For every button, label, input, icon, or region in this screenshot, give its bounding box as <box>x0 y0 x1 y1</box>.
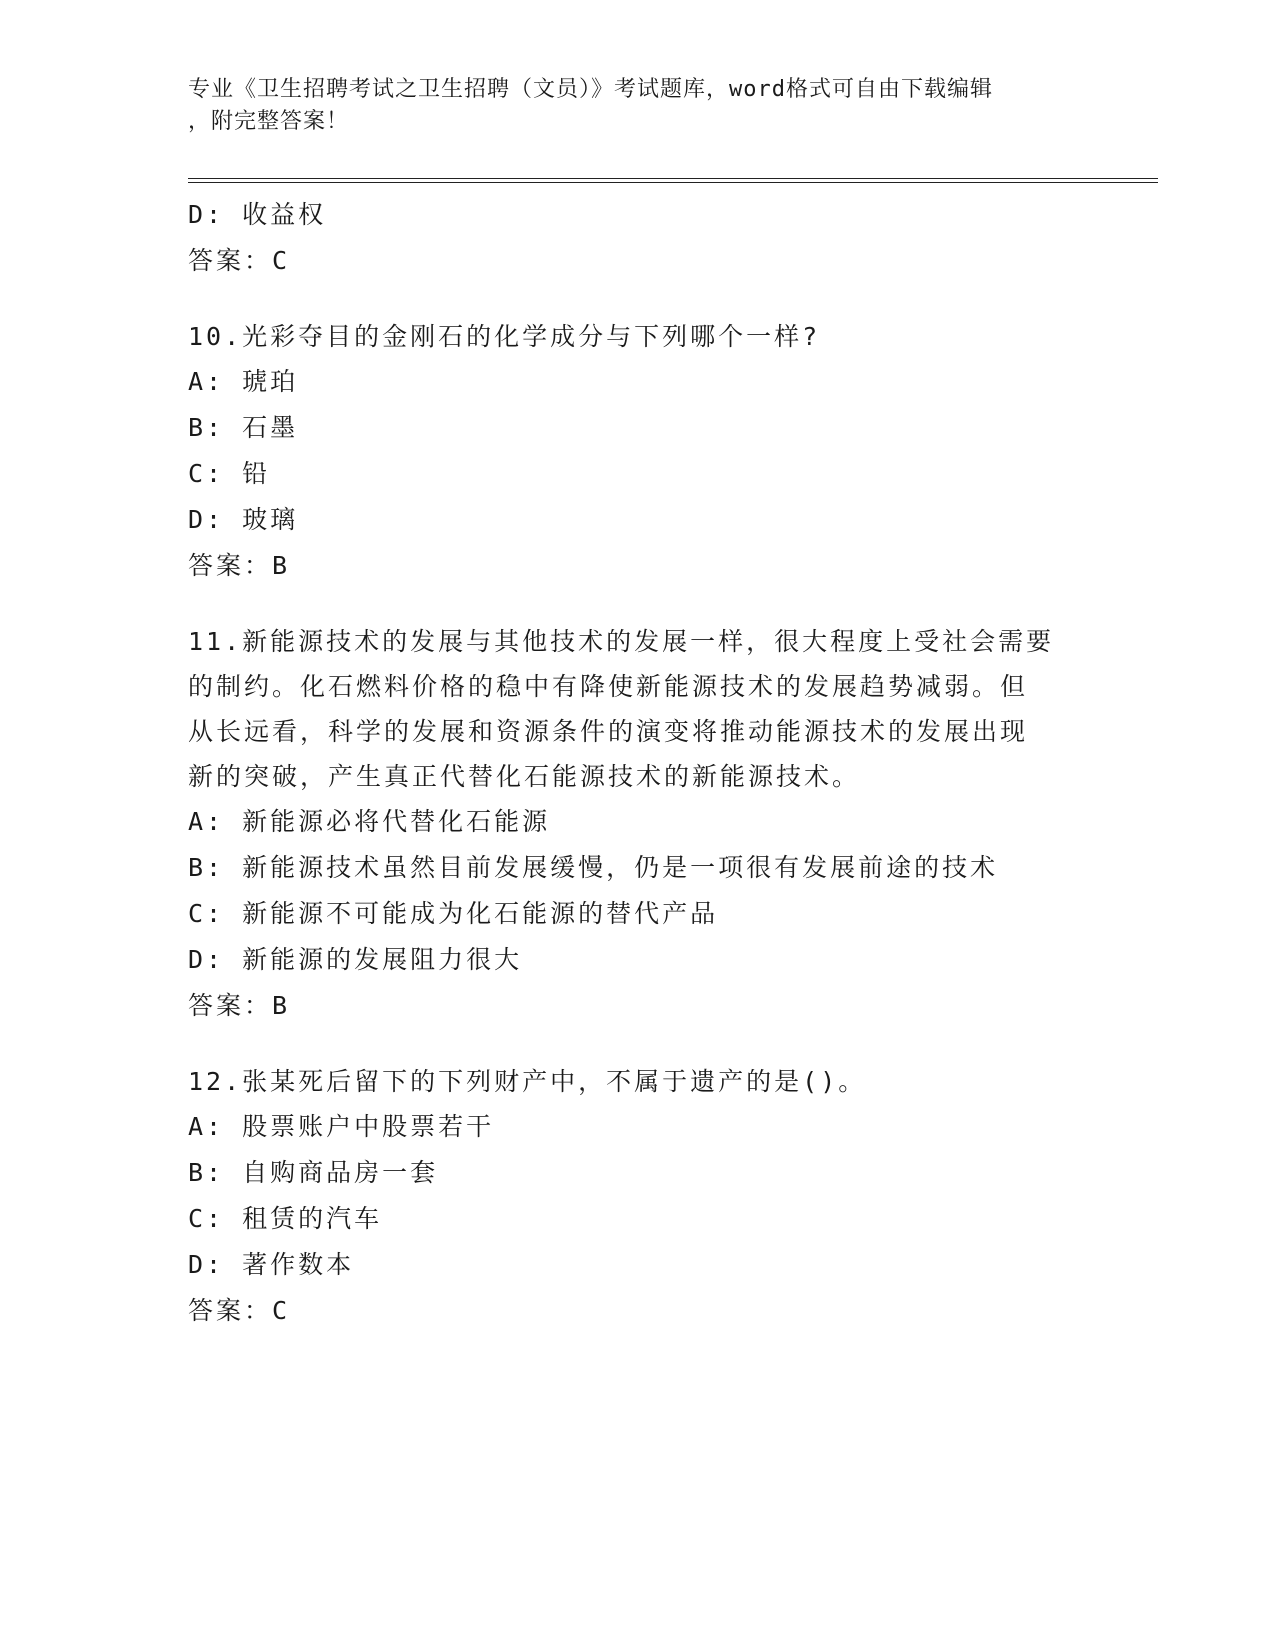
option-d: D: 著作数本 <box>188 1250 355 1279</box>
header-line-1: 专业《卫生招聘考试之卫生招聘（文员）》考试题库，word格式可自由下载编辑 <box>188 77 993 102</box>
question-line: 11.新能源技术的发展与其他技术的发展一样，很大程度上受社会需要 <box>188 627 1055 656</box>
question-11 <box>188 619 1068 1029</box>
question-text <box>188 619 1068 799</box>
option-c: C: 新能源不可能成为化石能源的替代产品 <box>188 899 719 928</box>
option-d: D: 玻璃 <box>188 505 299 534</box>
option-b: B: 石墨 <box>188 413 299 442</box>
question-line: 从长远看，科学的发展和资源条件的演变将推动能源技术的发展出现 <box>188 717 1029 746</box>
option-a: A: 股票账户中股票若干 <box>188 1112 495 1141</box>
question-line: 12.张某死后留下的下列财产中，不属于遗产的是()。 <box>188 1067 867 1096</box>
option-d: D: 收益权 <box>188 200 327 229</box>
question-line: 10.光彩夺目的金刚石的化学成分与下列哪个一样? <box>188 322 821 351</box>
answer-line: 答案：B <box>188 991 291 1020</box>
question-content <box>188 192 1068 1334</box>
option-a: A: 琥珀 <box>188 367 299 396</box>
previous-question-tail <box>188 192 1068 284</box>
question-line: 新的突破，产生真正代替化石能源技术的新能源技术。 <box>188 762 861 791</box>
question-text <box>188 1059 1068 1104</box>
option-b: B: 新能源技术虽然目前发展缓慢，仍是一项很有发展前途的技术 <box>188 853 999 882</box>
page-header <box>188 74 1068 138</box>
header-divider <box>188 178 1158 183</box>
header-line-2: ，附完整答案！ <box>188 109 350 134</box>
answer-line: 答案：C <box>188 246 291 275</box>
question-line: 的制约。化石燃料价格的稳中有降使新能源技术的发展趋势减弱。但 <box>188 672 1029 701</box>
option-d: D: 新能源的发展阻力很大 <box>188 945 523 974</box>
option-a: A: 新能源必将代替化石能源 <box>188 807 551 836</box>
question-12 <box>188 1059 1068 1334</box>
question-text <box>188 314 1068 359</box>
option-c: C: 铅 <box>188 459 271 488</box>
question-10 <box>188 314 1068 589</box>
answer-line: 答案：B <box>188 551 291 580</box>
option-b: B: 自购商品房一套 <box>188 1158 439 1187</box>
answer-line: 答案：C <box>188 1296 291 1325</box>
option-c: C: 租赁的汽车 <box>188 1204 383 1233</box>
